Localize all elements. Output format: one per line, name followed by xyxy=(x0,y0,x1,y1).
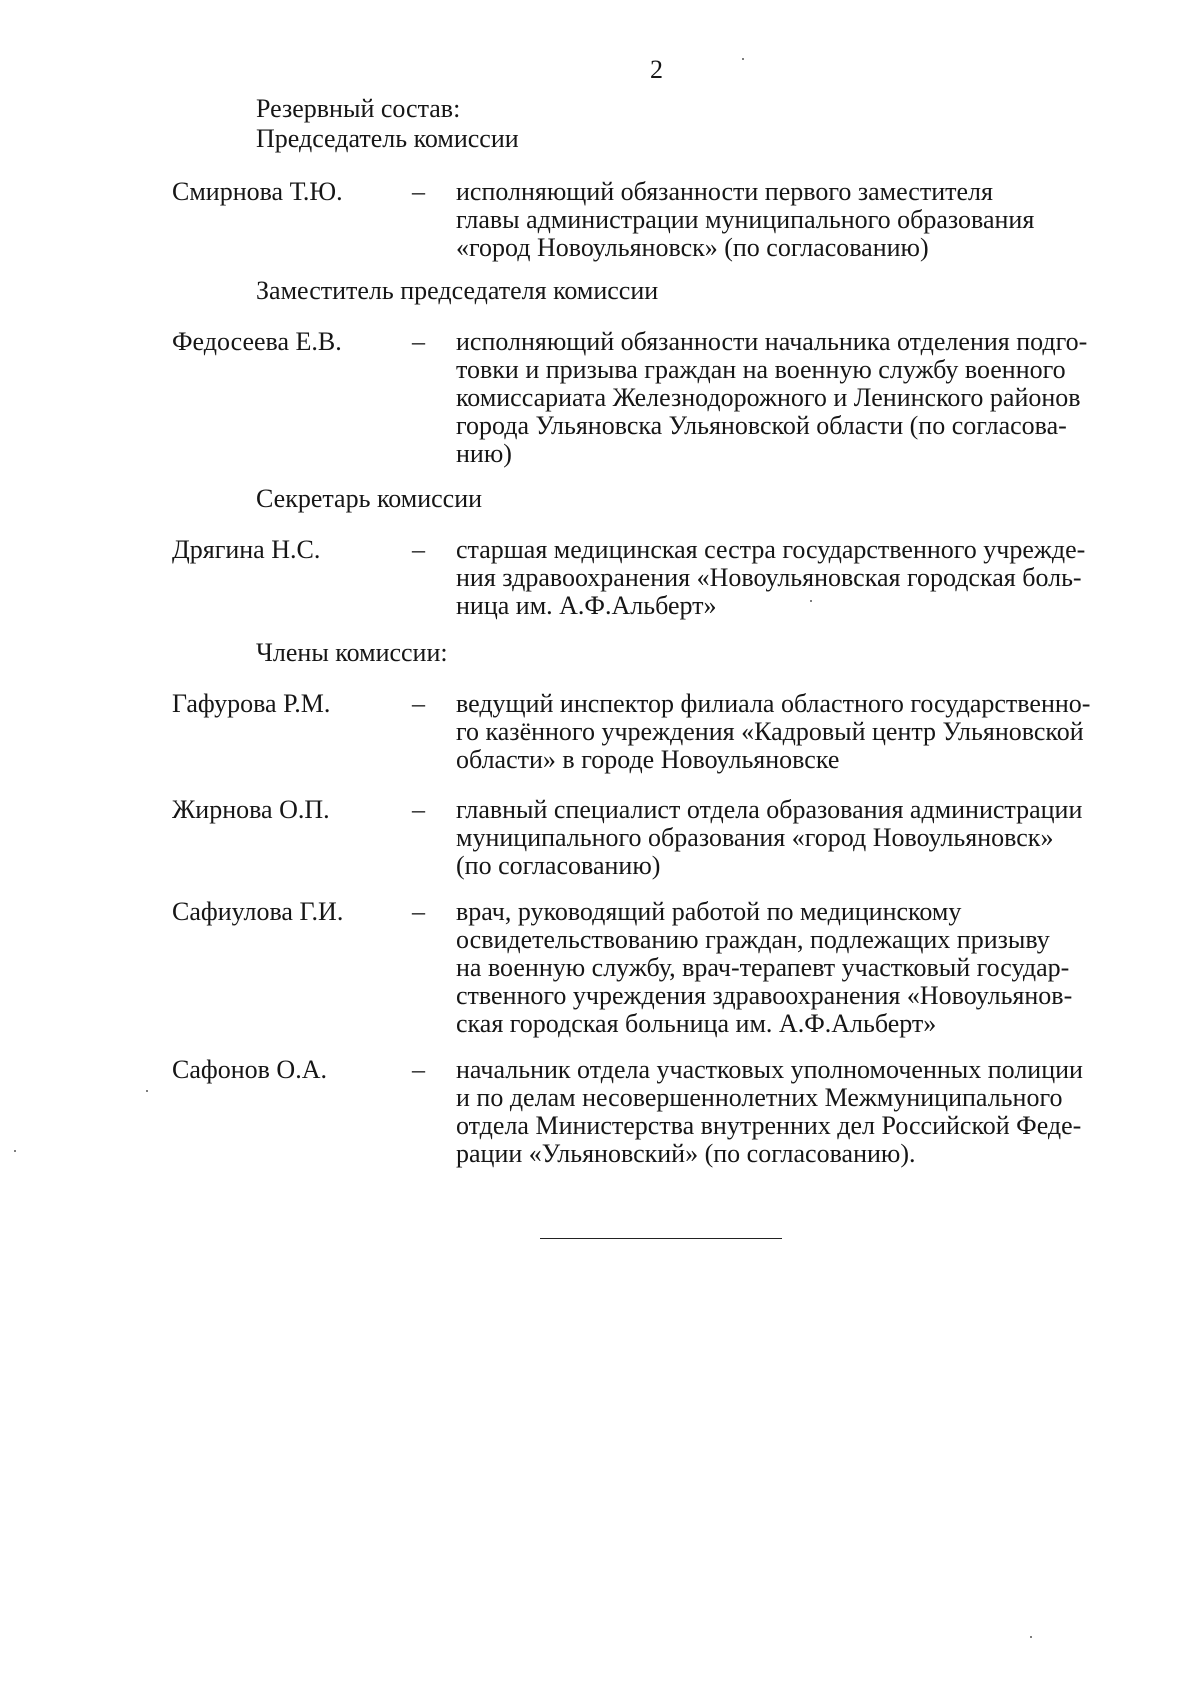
chairman-heading: Председатель комиссии xyxy=(256,124,519,153)
desc-line: на военную службу, врач-терапевт участковый государ- xyxy=(456,953,1070,982)
scan-speck xyxy=(810,600,812,602)
entry-description xyxy=(456,796,1142,880)
entry-description xyxy=(456,690,1142,774)
desc-line: города Ульяновска Ульяновской области (по согласова- xyxy=(456,411,1067,440)
entry-name: Гафурова Р.М. xyxy=(172,689,331,718)
entry-name: Федосеева Е.В. xyxy=(172,327,342,356)
desc-line: товки и призыва граждан на военную службу военного xyxy=(456,355,1066,384)
reserve-heading: Резервный состав: xyxy=(256,94,461,123)
entry-name: Жирнова О.П. xyxy=(172,795,330,824)
desc-line: ведущий инспектор филиала областного государственно- xyxy=(456,689,1091,718)
entry-dash: – xyxy=(412,795,425,824)
deputy-heading: Заместитель председателя комиссии xyxy=(256,276,659,305)
desc-line: главы администрации муниципального образования xyxy=(456,205,1035,234)
page-number: 2 xyxy=(650,55,663,84)
desc-line: (по согласованию) xyxy=(456,851,661,880)
desc-line: области» в городе Новоульяновске xyxy=(456,745,840,774)
entry-dash: – xyxy=(412,689,425,718)
members-heading: Члены комиссии: xyxy=(256,638,448,667)
desc-line: го казённого учреждения «Кадровый центр Ульяновской xyxy=(456,717,1084,746)
entry-description xyxy=(456,178,1142,262)
entry-description xyxy=(456,536,1142,620)
entry-dash: – xyxy=(412,535,425,564)
end-divider xyxy=(540,1238,782,1239)
desc-line: рации «Ульяновский» (по согласованию). xyxy=(456,1139,916,1168)
scan-speck xyxy=(742,58,744,60)
desc-line: нию) xyxy=(456,439,512,468)
secretary-heading: Секретарь комиссии xyxy=(256,484,483,513)
desc-line: ственного учреждения здравоохранения «Новоульянов- xyxy=(456,981,1073,1010)
desc-line: освидетельствованию граждан, подлежащих призыву xyxy=(456,925,1050,954)
desc-line: муниципального образования «город Новоульяновск» xyxy=(456,823,1054,852)
desc-line: «город Новоульяновск» (по согласованию) xyxy=(456,233,929,262)
entry-name: Сафонов О.А. xyxy=(172,1055,327,1084)
desc-line: ская городская больница им. А.Ф.Альберт» xyxy=(456,1009,937,1038)
scan-speck xyxy=(1030,1636,1032,1638)
entry-description xyxy=(456,898,1142,1038)
entry-name: Смирнова Т.Ю. xyxy=(172,177,343,206)
scan-speck xyxy=(146,1090,148,1092)
desc-line: комиссариата Железнодорожного и Ленинского районов xyxy=(456,383,1081,412)
entry-dash: – xyxy=(412,1055,425,1084)
desc-line: исполняющий обязанности начальника отделения подго- xyxy=(456,327,1088,356)
entry-description xyxy=(456,328,1142,468)
desc-line: и по делам несовершеннолетних Межмуниципального xyxy=(456,1083,1063,1112)
desc-line: исполняющий обязанности первого заместителя xyxy=(456,177,993,206)
desc-line: главный специалист отдела образования администрации xyxy=(456,795,1083,824)
entry-name: Дрягина Н.С. xyxy=(172,535,321,564)
desc-line: врач, руководящий работой по медицинскому xyxy=(456,897,962,926)
desc-line: старшая медицинская сестра государственного учрежде- xyxy=(456,535,1086,564)
scan-speck xyxy=(14,1150,16,1152)
desc-line: начальник отдела участковых уполномоченных полиции xyxy=(456,1055,1083,1084)
entry-description xyxy=(456,1056,1142,1168)
entry-dash: – xyxy=(412,897,425,926)
desc-line: ния здравоохранения «Новоульяновская городская боль- xyxy=(456,563,1082,592)
entry-dash: – xyxy=(412,177,425,206)
desc-line: ница им. А.Ф.Альберт» xyxy=(456,591,717,620)
desc-line: отдела Министерства внутренних дел Российской Феде- xyxy=(456,1111,1082,1140)
entry-name: Сафиулова Г.И. xyxy=(172,897,344,926)
entry-dash: – xyxy=(412,327,425,356)
